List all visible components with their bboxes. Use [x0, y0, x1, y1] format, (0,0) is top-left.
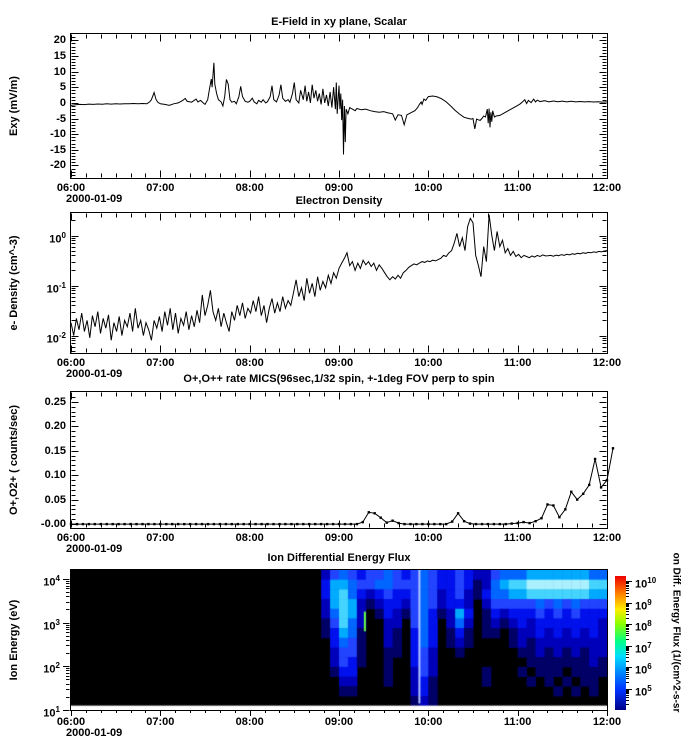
x-tick-label: 06:00 — [56, 532, 86, 544]
x-tick-label: 12:00 — [592, 182, 622, 194]
x-tick-label: 10:00 — [414, 532, 443, 544]
x-tick-label: 07:00 — [146, 716, 175, 728]
y-tick-label: -20 — [50, 158, 66, 171]
colorbar-ticks — [626, 582, 632, 705]
panel4-y-axis-label: Ion Energy (eV) — [8, 599, 20, 681]
x-tick-label: 11:00 — [503, 716, 532, 728]
y-tick-label: $10^4$ — [43, 573, 60, 589]
y-tick-label: -0.00 — [40, 517, 66, 530]
x-tick-label: 12:00 — [592, 716, 622, 728]
colorbar-axis-label: on Diff. Energy Flux (1/(cm^2-s-sr — [670, 552, 682, 713]
y-tick-label: $10^2$ — [43, 660, 60, 676]
date-label: 2000-01-09 — [66, 727, 123, 739]
x-tick-label: 06:00 — [56, 182, 86, 194]
y-tick-label: 15 — [53, 49, 66, 62]
x-tick-label: 08:00 — [235, 532, 264, 544]
colorbar-tick-label: $10^{10}$ — [635, 575, 657, 591]
panel1-plot-area — [70, 33, 608, 179]
x-tick-label: 06:00 — [56, 716, 86, 728]
x-tick-label: 07:00 — [146, 357, 175, 369]
y-tick-label: -15 — [50, 143, 66, 156]
panel3-y-axis-label: O+,O2+ ( counts/sec) — [8, 404, 20, 516]
x-tick-label: 08:00 — [235, 182, 264, 194]
y-tick-label: 20 — [53, 33, 66, 46]
y-tick-label: $10^0$ — [49, 230, 66, 246]
panel4-title: Ion Differential Energy Flux — [267, 552, 411, 564]
date-label: 2000-01-09 — [66, 368, 123, 380]
x-tick-label: 10:00 — [414, 716, 443, 728]
y-tick-label: 0.25 — [44, 395, 66, 408]
colorbar — [615, 576, 626, 710]
colorbar-tick-label: $10^6$ — [635, 661, 652, 677]
panel2-plot-area — [70, 212, 608, 354]
colorbar-tick-label: $10^8$ — [635, 618, 652, 634]
panel2-y-axis-label: e- Density (cm^-3) — [8, 235, 20, 331]
panel1-title: E-Field in xy plane, Scalar — [271, 16, 407, 28]
y-tick-label: $10^1$ — [43, 704, 60, 720]
x-tick-label: 11:00 — [503, 357, 532, 369]
x-tick-label: 07:00 — [146, 532, 175, 544]
x-tick-label: 08:00 — [235, 357, 264, 369]
colorbar-tick-label: $10^9$ — [635, 597, 652, 613]
y-tick-label: 0.10 — [44, 468, 66, 481]
x-tick-label: 09:00 — [324, 182, 354, 194]
x-tick-label: 09:00 — [324, 357, 354, 369]
y-tick-label: 10 — [53, 65, 66, 78]
y-tick-label: 0.05 — [44, 493, 66, 506]
y-tick-label: 5 — [59, 80, 66, 93]
colorbar-tick-label: $10^5$ — [635, 683, 652, 699]
panel3-title: O+,O++ rate MICS(96sec,1/32 spin, +-1deg FOV perp to spin — [183, 373, 495, 385]
x-tick-label: 10:00 — [414, 357, 443, 369]
y-tick-label: 0.15 — [44, 444, 66, 457]
y-tick-label: $10^{-2}$ — [46, 330, 66, 346]
x-tick-label: 11:00 — [503, 532, 532, 544]
x-tick-label: 08:00 — [235, 716, 264, 728]
x-tick-label: 12:00 — [592, 532, 622, 544]
y-tick-label: -10 — [50, 127, 66, 140]
x-tick-label: 10:00 — [414, 182, 443, 194]
y-tick-label: 0.20 — [44, 419, 66, 432]
colorbar-tick-label: $10^7$ — [635, 640, 652, 656]
date-label: 2000-01-09 — [66, 193, 123, 205]
panel3-plot-area — [70, 391, 608, 529]
x-tick-label: 09:00 — [324, 532, 354, 544]
date-label: 2000-01-09 — [66, 543, 123, 555]
y-tick-label: $10^3$ — [43, 617, 60, 633]
y-tick-label: -5 — [56, 112, 66, 125]
panel1-y-axis-label: Exy (mV/m) — [8, 76, 20, 136]
y-tick-label: $10^{-1}$ — [46, 280, 66, 296]
x-tick-label: 11:00 — [503, 182, 532, 194]
x-tick-label: 07:00 — [146, 182, 175, 194]
y-tick-label: 0 — [59, 96, 66, 109]
x-tick-label: 12:00 — [592, 357, 622, 369]
ion-flux-spectrogram — [71, 570, 607, 710]
x-tick-label: 06:00 — [56, 357, 86, 369]
panel2-title: Electron Density — [295, 195, 383, 207]
x-tick-label: 09:00 — [324, 716, 354, 728]
